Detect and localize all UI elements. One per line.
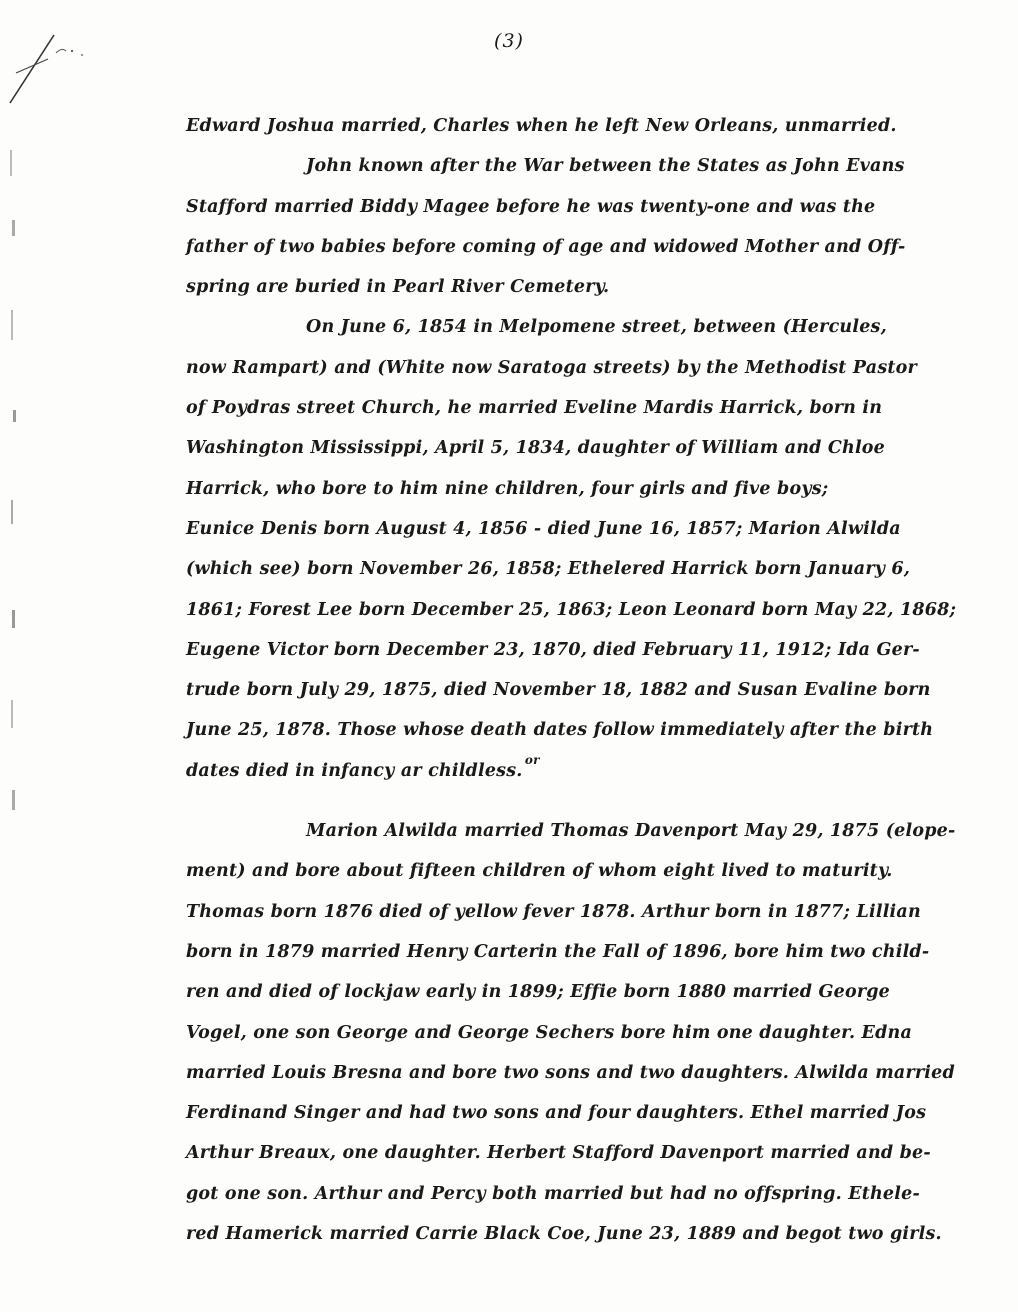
text-line: Arthur Breaux, one daughter. Herbert Stafford Davenport married and be-	[186, 1143, 931, 1164]
pen-mark-icon	[8, 15, 88, 105]
text-line: On June 6, 1854 in Melpomene street, between (Hercules,	[306, 317, 887, 338]
text-line: Harrick, who bore to him nine children, four girls and five boys;	[186, 478, 829, 499]
text-line: John known after the War between the States as John Evans	[306, 156, 905, 177]
text-line: Eunice Denis born August 4, 1856 - died June 16, 1857; Marion Alwilda	[186, 518, 901, 539]
text-line: June 25, 1878. Those whose death dates follow immediately after the birth	[186, 720, 934, 741]
text-line: Eugene Victor born December 23, 1870, died February 11, 1912; Ida Ger-	[186, 639, 920, 660]
text-line: ren and died of lockjaw early in 1899; Effie born 1880 married George	[186, 982, 891, 1003]
text-line: Thomas born 1876 died of yellow fever 1878. Arthur born in 1877; Lillian	[186, 901, 921, 922]
text-line-with-correction	[186, 751, 946, 791]
page-number: (3)	[494, 30, 524, 52]
text-line: married Louis Bresna and bore two sons and two daughters. Alwilda married	[186, 1062, 955, 1083]
text-line: spring are buried in Pearl River Cemetery.	[186, 277, 610, 298]
text-line: Marion Alwilda married Thomas Davenport May 29, 1875 (elope-	[306, 821, 956, 842]
text-line: ment) and bore about fifteen children of whom eight lived to maturity.	[186, 861, 893, 882]
text-line: born in 1879 married Henry Carterin the Fall of 1896, bore him two child-	[186, 941, 930, 962]
text-line: 1861; Forest Lee born December 25, 1863; Leon Leonard born May 22, 1868;	[186, 599, 957, 620]
handwritten-correction: or	[524, 752, 540, 767]
text-line: trude born July 29, 1875, died November 18, 1882 and Susan Evaline born	[186, 680, 931, 701]
text-line: now Rampart) and (White now Saratoga streets) by the Methodist Pastor	[186, 357, 917, 378]
text-line: of Poydras street Church, he married Eveline Mardis Harrick, born in	[186, 398, 883, 419]
text-line: Stafford married Biddy Magee before he was twenty-one and was the	[186, 196, 876, 217]
binding-edge-marks	[6, 140, 22, 840]
text-line: dates died in infancy ar childless.	[186, 760, 523, 781]
text-line: father of two babies before coming of age and widowed Mother and Off-	[186, 236, 906, 257]
text-line: Vogel, one son George and George Sechers bore him one daughter. Edna	[186, 1022, 912, 1043]
text-line: Washington Mississippi, April 5, 1834, daughter of William and Chloe	[186, 438, 885, 459]
text-line: Ferdinand Singer and had two sons and four daughters. Ethel married Jos	[186, 1103, 927, 1124]
document-body	[186, 106, 957, 1254]
text-line: got one son. Arthur and Percy both married but had no offspring. Ethele-	[186, 1183, 920, 1204]
text-line: (which see) born November 26, 1858; Ethelered Harrick born January 6,	[186, 559, 911, 580]
text-line: Edward Joshua married, Charles when he left New Orleans, unmarried.	[186, 116, 897, 136]
text-line: red Hamerick married Carrie Black Coe, June 23, 1889 and begot two girls.	[186, 1224, 942, 1245]
